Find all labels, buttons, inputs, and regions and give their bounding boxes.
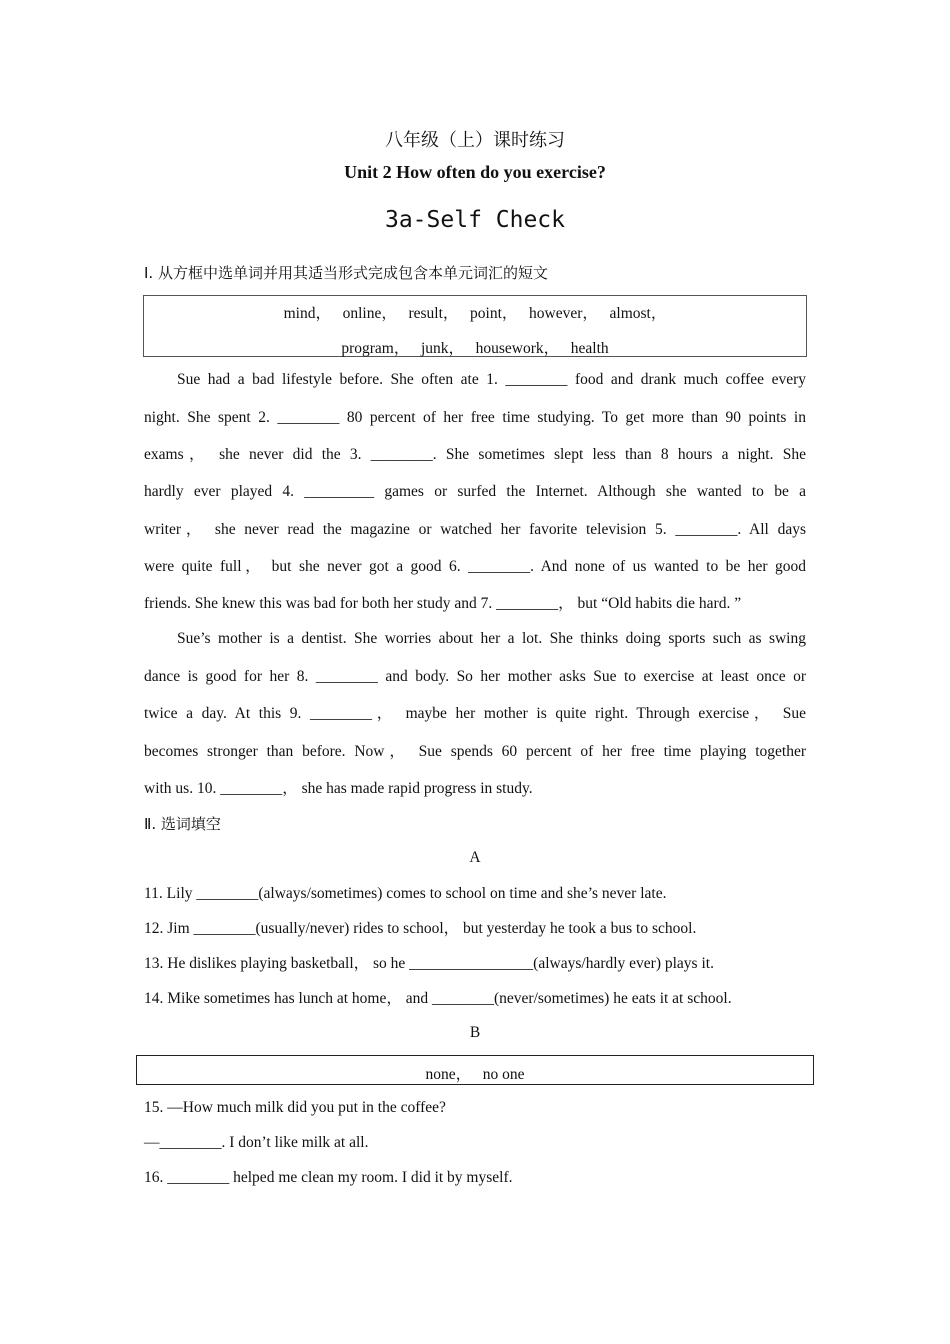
passage-line: exams， she never did the 3. ________. She sometimes slept less than 8 hours a night. She [144,446,806,463]
question-item: 11. Lily ________(always/sometimes) comes to school on time and she’s never late. [144,885,667,902]
passage-line: twice a day. At this 9. ________， maybe her mother is quite right. Through exercise， Sue [144,705,806,722]
passage-line: Sue had a bad lifestyle before. She often ate 1. ________ food and drank much coffee every [177,371,806,388]
passage-line: writer， she never read the magazine or watched her favorite television 5. ________. All days [144,521,806,538]
passage-line: dance is good for her 8. ________ and body. So her mother asks Sue to exercise at least once or [144,668,806,685]
word-box-row-1: mind， online， result， point， however， almost， [283,305,667,322]
question-item: 16. ________ helped me clean my room. I did it by myself. [144,1169,513,1186]
word-box [143,295,807,357]
part1-title: I. 从方框中选单词并用其适当形式完成包含本单元词汇的短文 [144,264,548,282]
part2-title: Ⅱ. 选词填空 [144,815,221,833]
passage-line: Sue’s mother is a dentist. She worries about her a lot. She thinks doing sports such as swing [177,630,806,647]
grade-title: 八年级（上）课时练习 [385,130,565,151]
word-box-b-text: none， no one [425,1066,525,1083]
question-item: —________. I don’t like milk at all. [144,1134,369,1151]
passage-line: with us. 10. ________， she has made rapid progress in study. [144,780,533,797]
question-item: 12. Jim ________(usually/never) rides to school， but yesterday he took a bus to school. [144,920,697,937]
question-item: 14. Mike sometimes has lunch at home， and ________(never/sometimes) he eats it at school. [144,990,732,1007]
passage-line: becomes stronger than before. Now， Sue spends 60 percent of her free time playing together [144,743,806,760]
question-item: 15. —How much milk did you put in the coffee? [144,1099,446,1116]
passage-line: friends. She knew this was bad for both her study and 7. ________， but “Old habits die hard. ” [144,595,742,612]
word-box-row-2: program， junk， housework， health [341,340,609,357]
passage-line: night. She spent 2. ________ 80 percent of her free time studying. To get more than 90 points in [144,409,806,426]
question-item: 13. He dislikes playing basketball， so he ________________(always/hardly ever) plays it. [144,955,714,972]
word-box-b [136,1055,814,1085]
section-title: 3a-Self Check [384,207,565,233]
passage-line: hardly ever played 4. _________ games or surfed the Internet. Although she wanted to be a [144,483,806,500]
subsection-b-label: B [469,1024,481,1041]
passage-line: were quite full， but she never got a good 6. ________. And none of us wanted to be her good [144,558,806,575]
subsection-a-label: A [469,849,481,866]
unit-title: Unit 2 How often do you exercise? [344,162,606,182]
